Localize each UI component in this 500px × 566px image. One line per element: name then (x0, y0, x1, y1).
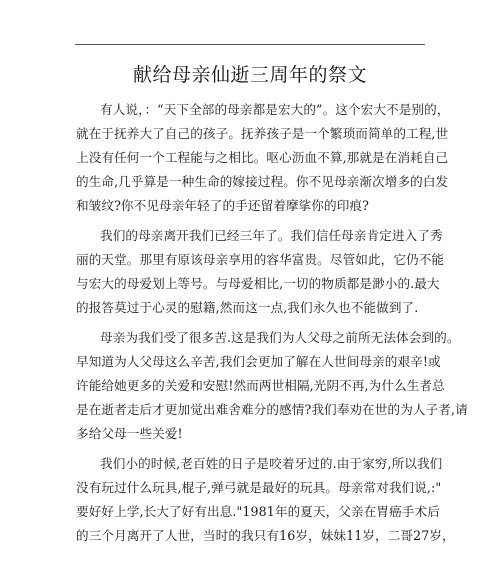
paragraph (76, 452, 455, 548)
text-line: 许能给她更多的关爱和安慰!然而两世相隔,光阴不再,为什么生者总 (76, 378, 445, 393)
text-line: 的生命,几乎算是一种生命的嫁接过程。你不见母亲渐次增多的白发 (76, 174, 449, 189)
text-line: 与宏大的母爱划上等号。与母爱相比,一切的物质都是渺小的.最大 (76, 276, 440, 291)
text-line: 没有玩过什么玩具,棍子,弹弓就是最好的玩具。母亲常对我们说,:" (76, 480, 442, 495)
text-line: 多给父母一些关爱! (76, 426, 183, 441)
text-line: 上没有任何一个工程能与之相比。呕心沥血不算,那就是在消耗自己 (76, 150, 449, 165)
text-line: 我们小的时候,老百姓的日子是咬着牙过的.由于家穷,所以我们 (100, 456, 443, 471)
page-title: 献给母亲仙逝三周年的祭文 (132, 64, 367, 86)
article-body (76, 98, 468, 554)
text-line: 就在于抚养大了自己的孩子。抚养孩子是一个繁琐而简单的工程,世 (76, 126, 449, 141)
text-line: 的报答莫过于心灵的慰籍,然而这一点,我们永久也不能做到了. (76, 300, 419, 315)
text-line: 要好好上学,长大了好有出息."1981年的夏天，父亲在胃癌手术后 (76, 504, 440, 519)
text-line: 母亲为我们受了很多苦.这是我们为人父母之前所无法体会到的。 (100, 330, 460, 345)
text-line: 我们的母亲离开我们已经三年了。我们信任母亲肯定进入了秀 (100, 228, 443, 243)
text-line: 是在逝者走后才更加觉出难舍难分的感情?我们奉劝在世的为人子者,请 (76, 402, 468, 417)
paragraph (76, 98, 450, 218)
paragraph (76, 224, 445, 320)
text-line: 丽的天堂。那里有原该母亲享用的容华富贵。尽管如此，它仍不能 (76, 252, 445, 267)
header-rule (75, 44, 425, 45)
text-line: 有人说，：“天下全部的母亲都是宏大的”。这个宏大不是别的， (100, 102, 450, 117)
text-line: 的三个月离开了人世，当时的我只有16岁，妹妹11岁，二哥27岁， (76, 528, 455, 543)
text-line: 早知道为人父母这么辛苦,我们会更加了解在人世间母亲的艰辛!或 (76, 354, 441, 369)
paragraph (76, 326, 468, 446)
text-line: 和皱纹?你不见母亲年轻了的手还留着摩挲你的印痕? (76, 198, 369, 213)
